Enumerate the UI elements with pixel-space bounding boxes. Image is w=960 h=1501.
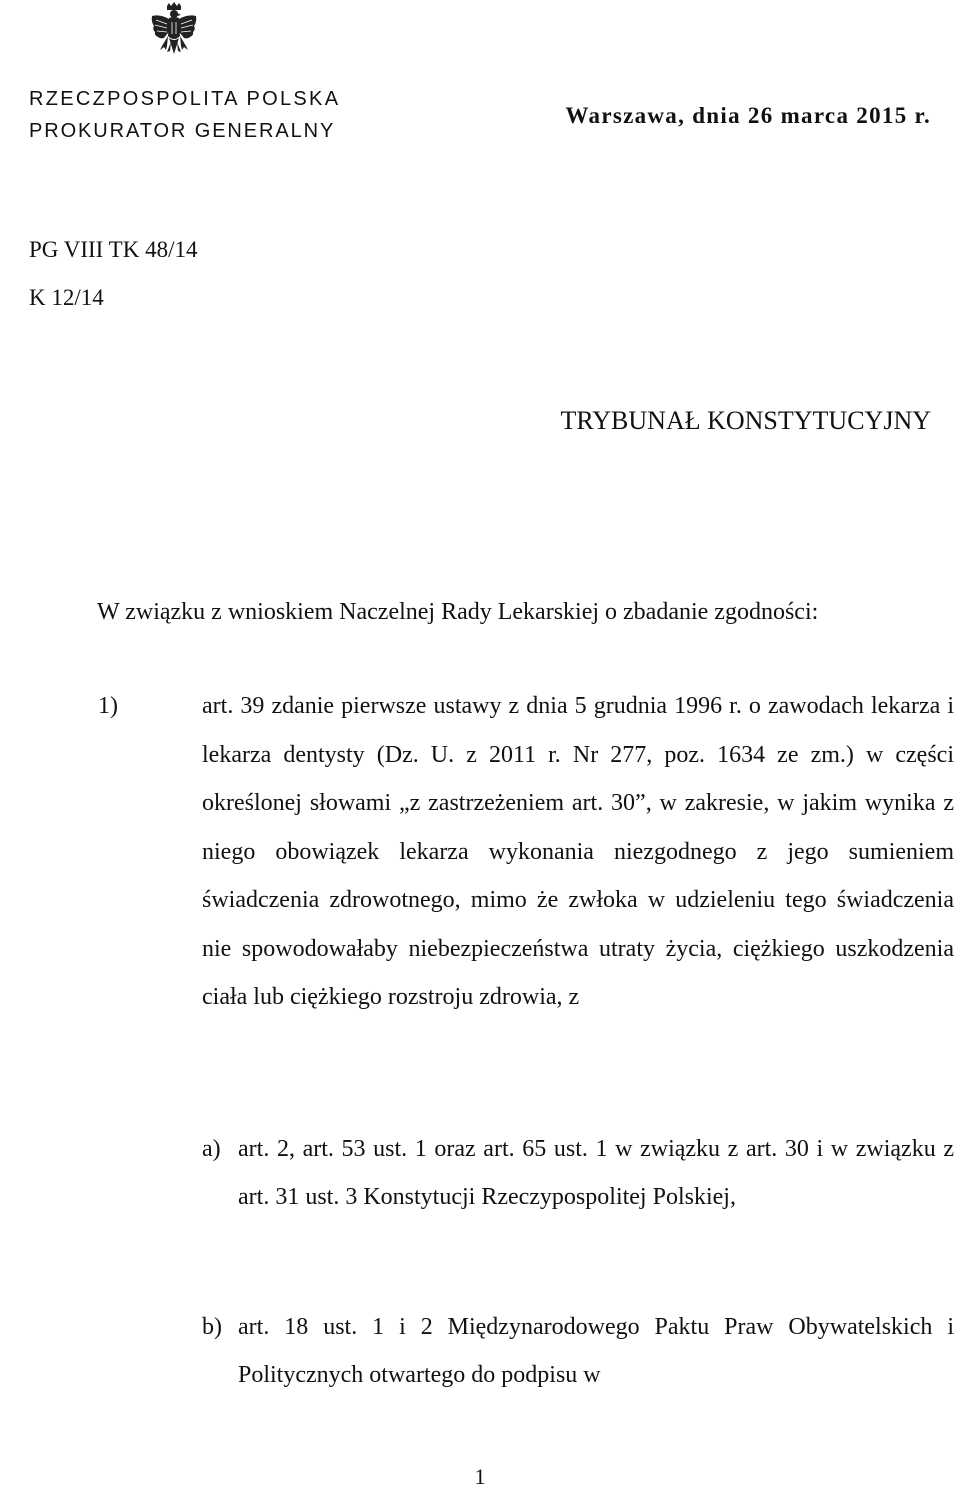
case-signature-k: K 12/14 — [29, 285, 104, 310]
intro-paragraph: W związku z wnioskiem Naczelnej Rady Lekarskiej o zbadanie zgodności: — [97, 599, 819, 625]
sub-item-b-label: b) — [202, 1314, 222, 1340]
sub-item-b-text: art. 18 ust. 1 i 2 Międzynarodowego Paktu Praw Obywatelskich i Politycznych otwartego do podpisu w — [238, 1314, 954, 1388]
institution-line2: PROKURATOR GENERALNY — [29, 120, 336, 142]
polish-eagle-emblem-icon — [148, 2, 200, 60]
list-item-number: 1) — [98, 693, 118, 719]
list-item-text: art. 39 zdanie pierwsze ustawy z dnia 5 grudnia 1996 r. o zawodach lekarza i lekarza dentysty (Dz. U. z 2011 r. Nr 277, poz. 1634 ze zm.) w części określonej słowami „z zastrzeżeniem art. 30”, w zakresie, w jakim wynika z niego obowiązek lekarza wykonania niezgodnego z jego sumieniem świadczenia zdrowotnego, mimo że zwłoka w udzieleniu tego świadczenia nie spowodowałaby niebezpieczeństwa utraty życia, ciężkiego uszkodzenia ciała lub ciężkiego rozstroju zdrowia, z — [202, 693, 954, 1010]
addressee: TRYBUNAŁ KONSTYTUCYJNY — [560, 406, 931, 435]
institution-line1: RZECZPOSPOLITA POLSKA — [29, 88, 341, 110]
page-number: 1 — [474, 1464, 486, 1489]
case-signature-pg: PG VIII TK 48/14 — [29, 237, 198, 262]
sub-item-a-text: art. 2, art. 53 ust. 1 oraz art. 65 ust. 1 w związku z art. 30 i w związku z art. 31 ust. 3 Konstytucji Rzeczypospolitej Polskiej, — [238, 1136, 954, 1210]
sub-item-a-label: a) — [202, 1136, 221, 1162]
document-date: Warszawa, dnia 26 marca 2015 r. — [565, 103, 931, 128]
